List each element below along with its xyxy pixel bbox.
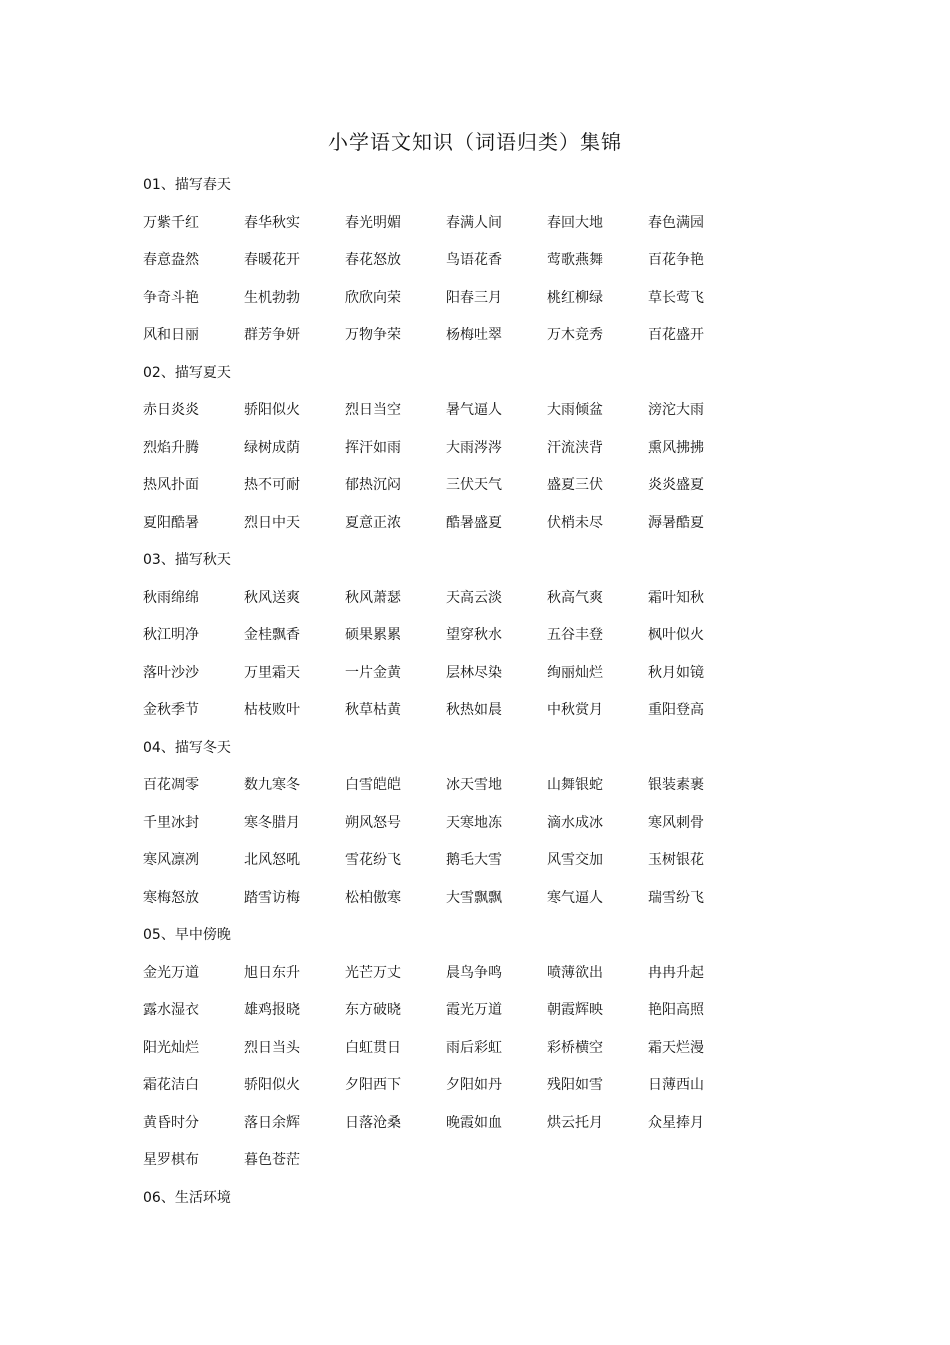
word-row (143, 1108, 763, 1138)
word-item: 生机勃勃 (244, 289, 300, 306)
word-item: 桃红柳绿 (547, 289, 603, 306)
word-item: 烘云托月 (547, 1114, 603, 1131)
word-item: 枯枝败叶 (244, 702, 300, 718)
section-heading: 02、描写夏天 (143, 364, 231, 381)
word-item: 天高云淡 (446, 589, 502, 606)
word-row (143, 245, 763, 275)
word-item: 重阳登高 (648, 702, 704, 718)
word-item: 大雪飘飘 (446, 889, 502, 906)
word-item: 冉冉升起 (648, 964, 704, 981)
word-item: 热风扑面 (143, 477, 199, 493)
word-item: 烈日当头 (244, 1039, 300, 1056)
word-item: 滴水成冰 (547, 814, 603, 831)
word-row (143, 845, 763, 875)
word-item: 露水湿衣 (143, 1002, 199, 1018)
word-item: 秋风送爽 (244, 589, 300, 606)
word-item: 晚霞如血 (446, 1114, 502, 1131)
word-item: 暮色苍茫 (244, 1152, 300, 1168)
word-item: 玉树银花 (648, 852, 704, 868)
word-row (143, 620, 763, 650)
word-item: 群芳争妍 (244, 327, 300, 343)
word-item: 千里冰封 (143, 814, 199, 831)
word-item: 喷薄欲出 (547, 964, 603, 981)
word-item: 硕果累累 (345, 627, 401, 643)
word-item: 春意盎然 (143, 252, 199, 268)
section-heading: 01、描写春天 (143, 177, 231, 193)
word-item: 落日余辉 (244, 1114, 300, 1131)
word-item: 大雨倾盆 (547, 402, 603, 418)
word-row (143, 283, 763, 313)
word-item: 雄鸡报晓 (244, 1002, 300, 1018)
word-item: 风和日丽 (143, 327, 199, 343)
word-item: 秋草枯黄 (345, 702, 401, 718)
word-row (143, 583, 763, 613)
section-heading: 04、描写冬天 (143, 739, 231, 756)
word-item: 霜花洁白 (143, 1077, 199, 1093)
word-item: 绿树成荫 (244, 439, 300, 456)
word-item: 寒风凛冽 (143, 852, 199, 868)
word-item: 百花争艳 (648, 252, 704, 268)
word-item: 百花凋零 (143, 777, 199, 793)
word-item: 争奇斗艳 (143, 289, 199, 306)
word-item: 朔风怒号 (345, 814, 401, 831)
word-item: 山舞银蛇 (547, 777, 603, 793)
word-item: 寒梅怒放 (143, 889, 199, 906)
word-item: 盛夏三伏 (547, 477, 603, 493)
word-item: 万里霜天 (244, 664, 300, 681)
word-row (143, 470, 763, 500)
section-heading: 05、早中傍晚 (143, 927, 231, 943)
word-item: 五谷丰登 (547, 627, 603, 643)
word-item: 瑞雪纷飞 (648, 889, 704, 906)
section-heading: 06、生活环境 (143, 1189, 231, 1206)
word-row (143, 1070, 763, 1100)
word-row (143, 883, 763, 913)
word-item: 秋雨绵绵 (143, 589, 199, 606)
word-item: 日落沧桑 (345, 1114, 401, 1131)
word-item: 欣欣向荣 (345, 289, 401, 306)
word-item: 草长莺飞 (648, 289, 704, 306)
word-item: 晨鸟争鸣 (446, 964, 502, 981)
word-item: 夕阳如丹 (446, 1077, 502, 1093)
word-sections (143, 170, 763, 1220)
word-item: 阳春三月 (446, 289, 502, 306)
word-item: 汗流浃背 (547, 439, 603, 456)
word-item: 百花盛开 (648, 327, 704, 343)
word-item: 朝霞辉映 (547, 1002, 603, 1018)
word-item: 熏风拂拂 (648, 439, 704, 456)
word-item: 秋高气爽 (547, 589, 603, 606)
word-item: 三伏天气 (446, 477, 502, 493)
word-item: 伏梢未尽 (547, 514, 603, 531)
word-item: 秋热如晨 (446, 702, 502, 718)
word-row (143, 995, 763, 1025)
word-row (143, 433, 763, 463)
word-item: 莺歌燕舞 (547, 252, 603, 268)
word-item: 风雪交加 (547, 852, 603, 868)
word-item: 溽暑酷夏 (648, 514, 704, 531)
word-item: 彩桥横空 (547, 1039, 603, 1056)
word-item: 骄阳似火 (244, 402, 300, 418)
word-item: 秋江明净 (143, 627, 199, 643)
word-item: 夏阳酷暑 (143, 514, 199, 531)
word-item: 春回大地 (547, 214, 603, 231)
word-row (143, 770, 763, 800)
word-item: 万紫千红 (143, 214, 199, 231)
word-row (143, 208, 763, 238)
word-item: 万木竞秀 (547, 327, 603, 343)
word-item: 日薄西山 (648, 1077, 704, 1093)
word-item: 寒风刺骨 (648, 814, 704, 831)
word-item: 金秋季节 (143, 702, 199, 718)
word-row (143, 958, 763, 988)
word-item: 雨后彩虹 (446, 1039, 502, 1056)
word-row (143, 808, 763, 838)
word-item: 望穿秋水 (446, 627, 502, 643)
word-item: 枫叶似火 (648, 627, 704, 643)
word-row (143, 1033, 763, 1063)
word-item: 霜天烂漫 (648, 1039, 704, 1056)
word-item: 郁热沉闷 (345, 477, 401, 493)
word-item: 鹅毛大雪 (446, 852, 502, 868)
word-item: 银装素裹 (648, 777, 704, 793)
word-item: 滂沱大雨 (648, 402, 704, 418)
word-item: 踏雪访梅 (244, 889, 300, 906)
word-item: 暑气逼人 (446, 402, 502, 418)
word-item: 骄阳似火 (244, 1077, 300, 1093)
word-item: 夏意正浓 (345, 514, 401, 531)
word-item: 烈焰升腾 (143, 439, 199, 456)
word-row (143, 658, 763, 688)
word-item: 烈日当空 (345, 402, 401, 418)
word-row (143, 395, 763, 425)
word-row (143, 1145, 763, 1175)
word-item: 酷暑盛夏 (446, 514, 502, 531)
word-item: 中秋赏月 (547, 702, 603, 718)
word-item: 春满人间 (446, 214, 502, 231)
word-item: 春花怒放 (345, 252, 401, 268)
word-item: 金桂飘香 (244, 627, 300, 643)
word-item: 阳光灿烂 (143, 1039, 199, 1056)
word-row (143, 695, 763, 725)
word-item: 雪花纷飞 (345, 852, 401, 868)
word-item: 春暖花开 (244, 252, 300, 268)
word-item: 冰天雪地 (446, 777, 502, 793)
word-item: 春色满园 (648, 214, 704, 231)
word-item: 旭日东升 (244, 964, 300, 981)
word-item: 秋月如镜 (648, 664, 704, 681)
word-item: 炎炎盛夏 (648, 477, 704, 493)
word-item: 金光万道 (143, 964, 199, 981)
section-heading: 03、描写秋天 (143, 552, 231, 568)
word-item: 赤日炎炎 (143, 402, 199, 418)
word-item: 星罗棋布 (143, 1152, 199, 1168)
word-item: 天寒地冻 (446, 814, 502, 831)
word-item: 残阳如雪 (547, 1077, 603, 1093)
word-item: 松柏傲寒 (345, 889, 401, 906)
word-item: 杨梅吐翠 (446, 327, 502, 343)
word-item: 数九寒冬 (244, 777, 300, 793)
word-item: 寒冬腊月 (244, 814, 300, 831)
word-item: 白雪皑皑 (345, 777, 401, 793)
word-item: 鸟语花香 (446, 252, 502, 268)
word-item: 艳阳高照 (648, 1002, 704, 1018)
word-item: 烈日中天 (244, 514, 300, 531)
word-item: 黄昏时分 (143, 1114, 199, 1131)
word-item: 霜叶知秋 (648, 589, 704, 606)
word-item: 光芒万丈 (345, 964, 401, 981)
word-item: 热不可耐 (244, 477, 300, 493)
word-item: 绚丽灿烂 (547, 664, 603, 681)
word-item: 一片金黄 (345, 664, 401, 681)
word-item: 夕阳西下 (345, 1077, 401, 1093)
word-item: 寒气逼人 (547, 889, 603, 906)
word-item: 挥汗如雨 (345, 439, 401, 456)
word-item: 众星捧月 (648, 1114, 704, 1131)
word-item: 万物争荣 (345, 327, 401, 343)
word-item: 东方破晓 (345, 1002, 401, 1018)
word-item: 春光明媚 (345, 214, 401, 231)
document-title: 小学语文知识（词语归类）集锦 (328, 130, 622, 154)
word-item: 层林尽染 (446, 664, 502, 681)
word-item: 春华秋实 (244, 214, 300, 231)
word-item: 落叶沙沙 (143, 664, 199, 681)
word-row (143, 320, 763, 350)
word-item: 霞光万道 (446, 1002, 502, 1018)
word-item: 大雨涔涔 (446, 439, 502, 456)
word-item: 白虹贯日 (345, 1039, 401, 1056)
word-row (143, 508, 763, 538)
word-item: 秋风萧瑟 (345, 589, 401, 606)
word-item: 北风怒吼 (244, 852, 300, 868)
